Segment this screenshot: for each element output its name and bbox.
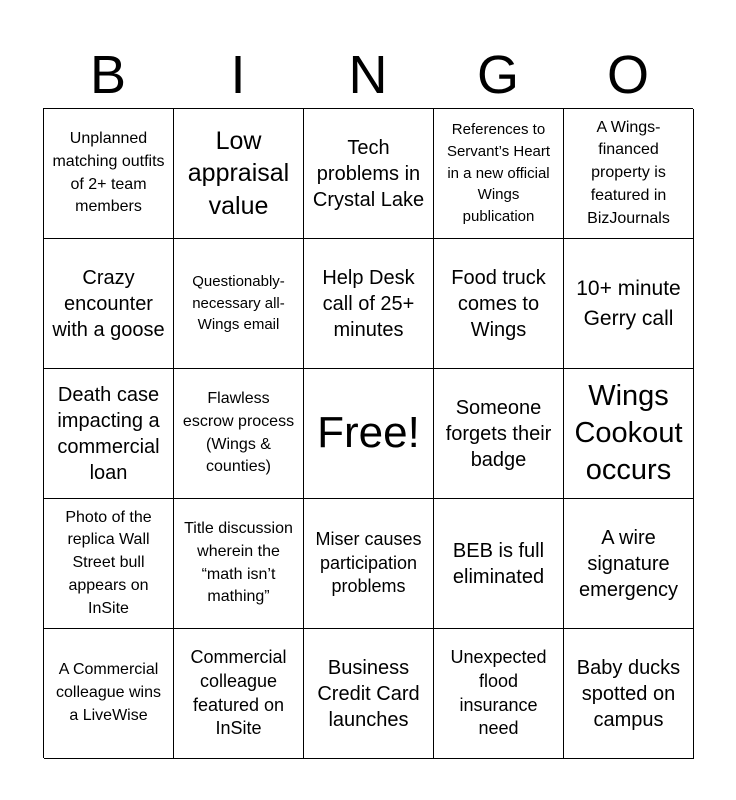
bingo-header: [43, 42, 693, 108]
cell-text: Flawless escrow process (Wings & counties): [182, 390, 295, 476]
bingo-cell[interactable]: [304, 109, 434, 239]
bingo-cell[interactable]: [434, 629, 564, 759]
cell-text: Questionably-necessary all-Wings email: [192, 272, 285, 334]
free-space-text: Free!: [317, 408, 420, 458]
bingo-cell[interactable]: [564, 239, 694, 369]
cell-text: A Commercial colleague wins a LiveWise: [56, 661, 161, 724]
cell-text: References to Servant’s Heart in a new official Wings publication: [446, 121, 551, 226]
bingo-cell[interactable]: [174, 499, 304, 629]
cell-text: Baby ducks spotted on campus: [576, 656, 681, 731]
bingo-cell[interactable]: [44, 369, 174, 499]
bingo-cell[interactable]: [434, 369, 564, 499]
cell-text: BEB is full eliminated: [452, 539, 545, 588]
cell-text: A Wings-financed property is featured in BizJournals: [587, 118, 670, 227]
bingo-cell[interactable]: [564, 499, 694, 629]
bingo-cell[interactable]: [304, 499, 434, 629]
cell-text: Someone forgets their badge: [445, 396, 552, 471]
bingo-cell-free[interactable]: [304, 369, 434, 499]
bingo-cell[interactable]: [44, 499, 174, 629]
cell-text: Crazy encounter with a goose: [52, 266, 165, 341]
bingo-cell[interactable]: [44, 629, 174, 759]
cell-text: 10+ minute Gerry call: [576, 277, 681, 330]
cell-text: Low appraisal value: [187, 126, 290, 220]
bingo-cell[interactable]: [174, 109, 304, 239]
bingo-card-grid: [43, 108, 693, 758]
bingo-cell[interactable]: [44, 109, 174, 239]
cell-text: Miser causes participation problems: [315, 528, 422, 597]
cell-text: Unplanned matching outfits of 2+ team members: [52, 130, 165, 216]
bingo-cell[interactable]: [434, 109, 564, 239]
bingo-cell[interactable]: [304, 629, 434, 759]
cell-text: Unexpected flood insurance need: [450, 646, 547, 739]
header-letter-o: O: [606, 45, 649, 105]
bingo-cell[interactable]: [174, 629, 304, 759]
cell-text: Title discussion wherein the “math isn’t mathing”: [184, 520, 293, 606]
cell-text: Wings Cookout occurs: [574, 379, 683, 487]
cell-text: Photo of the replica Wall Street bull appears on InSite: [65, 508, 152, 617]
cell-text: A wire signature emergency: [579, 526, 678, 601]
cell-text: Business Credit Card launches: [317, 656, 420, 731]
bingo-cell[interactable]: [434, 499, 564, 629]
bingo-cell[interactable]: [564, 629, 694, 759]
header-letter-n: N: [348, 45, 388, 105]
bingo-cell[interactable]: [174, 239, 304, 369]
header-letter-i: I: [230, 45, 246, 105]
cell-text: Food truck comes to Wings: [451, 266, 546, 341]
cell-text: Commercial colleague featured on InSite: [190, 646, 287, 739]
bingo-cell[interactable]: [564, 109, 694, 239]
bingo-cell[interactable]: [564, 369, 694, 499]
bingo-cell[interactable]: [304, 239, 434, 369]
bingo-cell[interactable]: [44, 239, 174, 369]
header-letter-b: B: [89, 45, 127, 105]
cell-text: Death case impacting a commercial loan: [57, 383, 160, 484]
bingo-cell[interactable]: [434, 239, 564, 369]
bingo-cell[interactable]: [174, 369, 304, 499]
cell-text: Tech problems in Crystal Lake: [312, 136, 425, 211]
header-letter-g: G: [476, 45, 519, 105]
cell-text: Help Desk call of 25+ minutes: [322, 266, 415, 341]
